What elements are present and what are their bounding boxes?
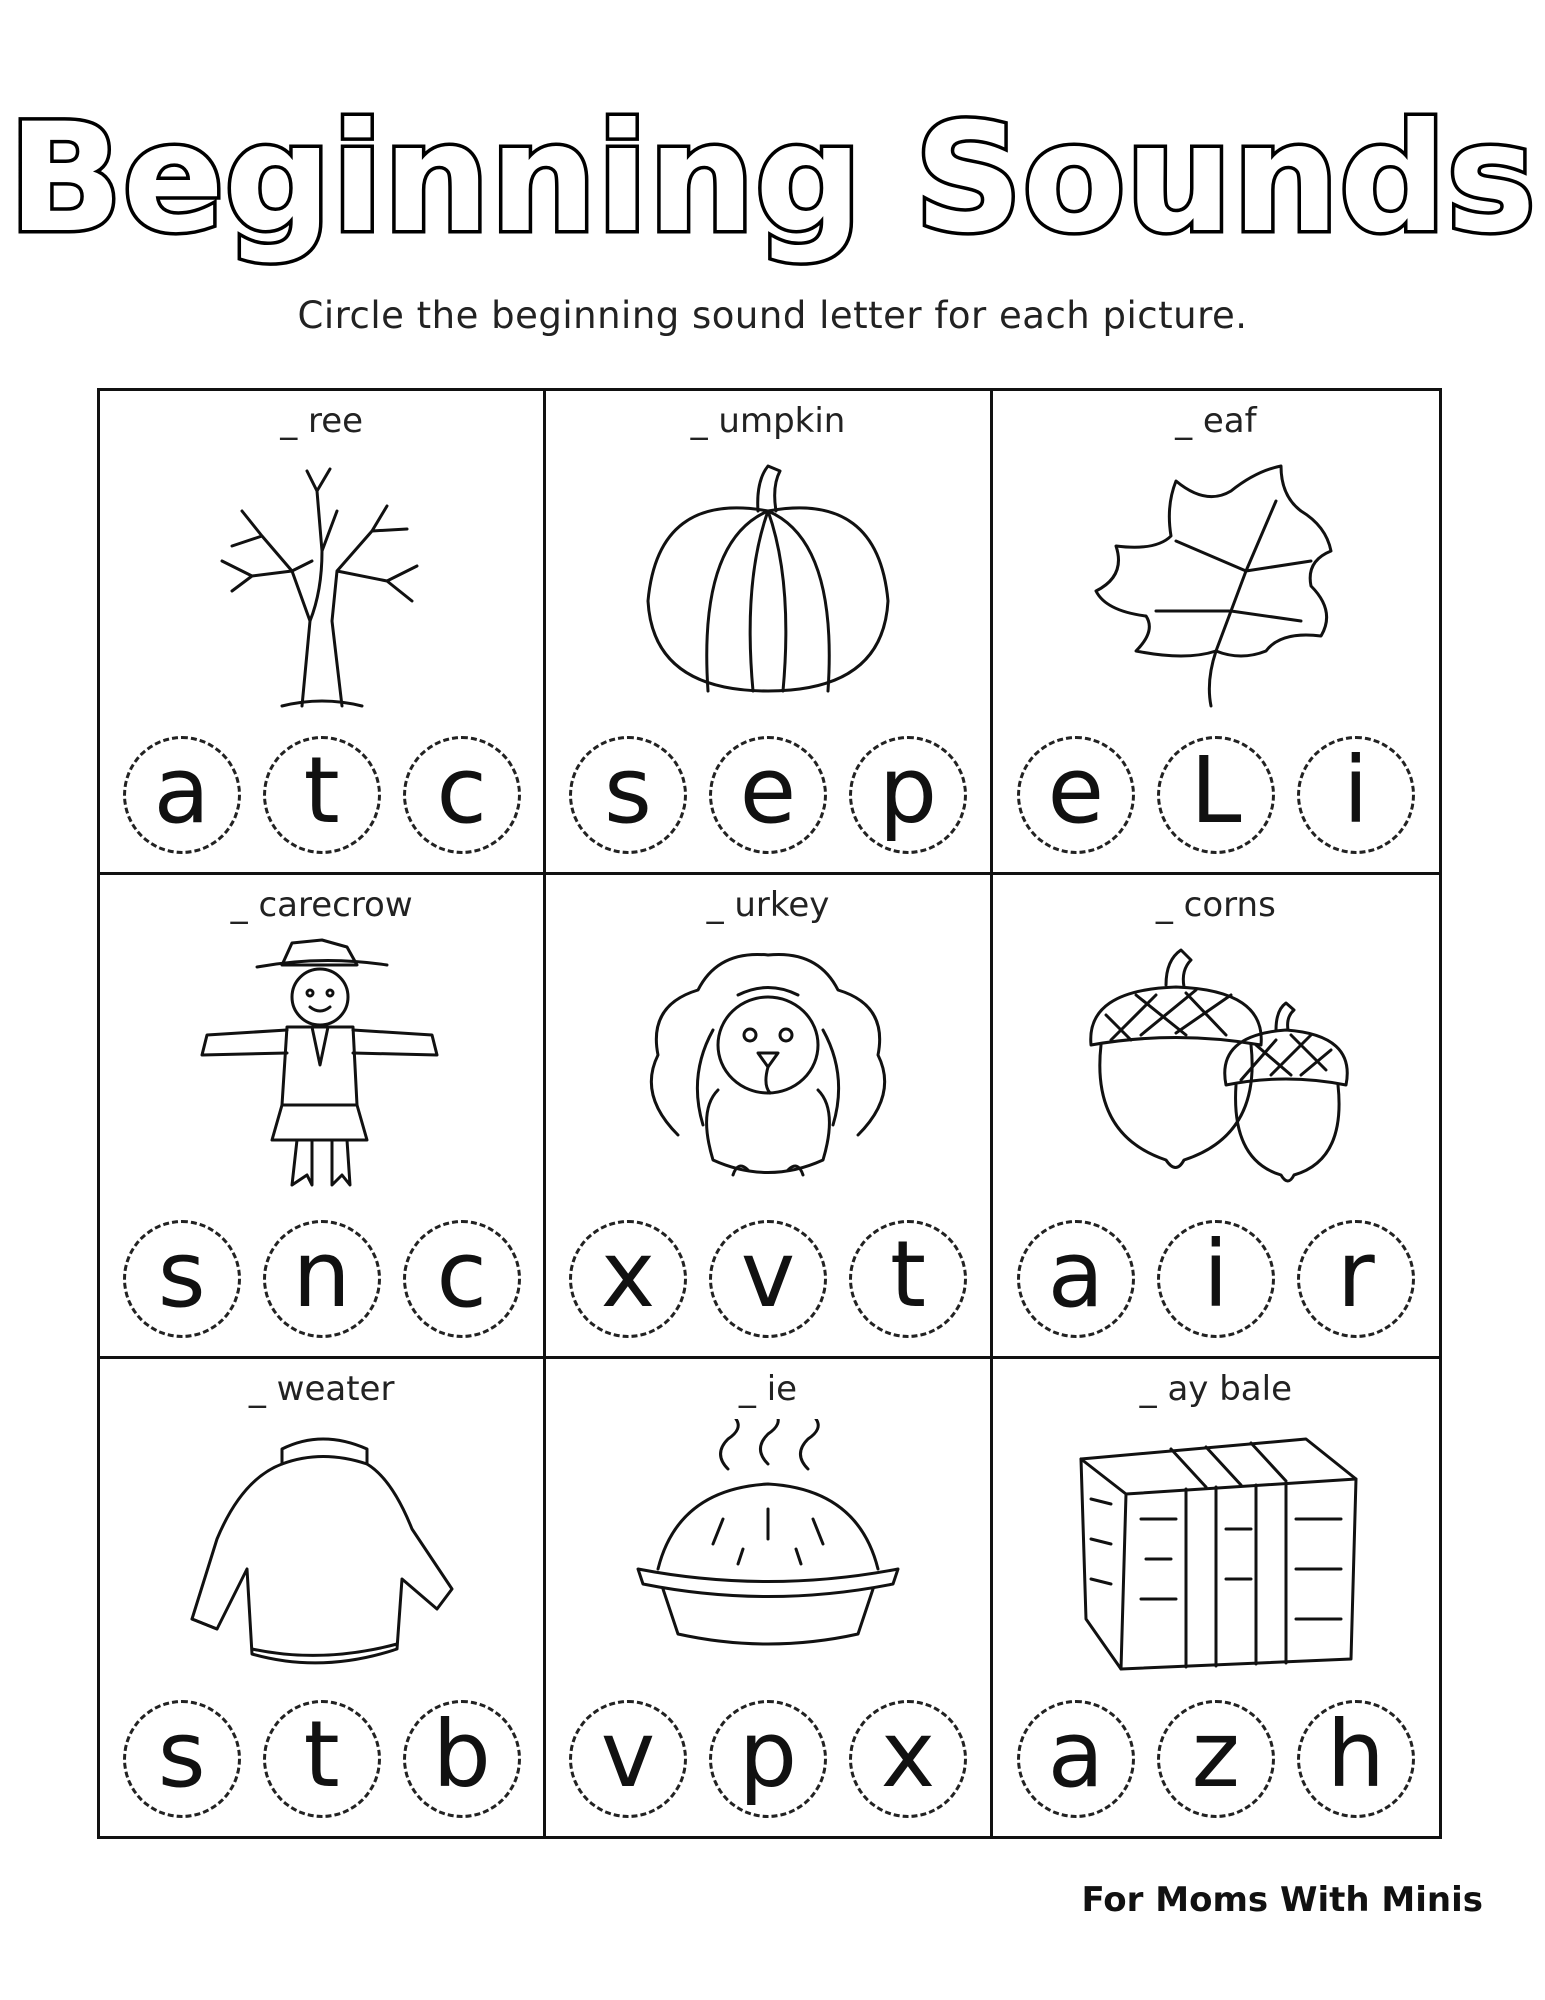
letter-choice[interactable]: L [1157,736,1275,854]
letter-choice[interactable]: p [849,736,967,854]
instructions: Circle the beginning sound letter for each picture. [297,294,1248,337]
acorns-icon [1066,935,1366,1195]
letter-choice[interactable]: t [263,1700,381,1818]
word-prompt: _ weater [248,1369,395,1409]
card-pumpkin [546,391,992,875]
letter-choice[interactable]: v [569,1700,687,1818]
word-prompt: _ urkey [706,885,830,925]
letter-choice[interactable]: s [123,1220,241,1338]
sweater-icon [172,1419,472,1679]
letter-choice[interactable]: r [1297,1220,1415,1338]
letter-choice[interactable]: n [263,1220,381,1338]
letter-choice[interactable]: z [1157,1700,1275,1818]
pie-icon [618,1419,918,1679]
letter-choices [993,736,1439,854]
letter-choices [993,1220,1439,1338]
card-acorns [993,875,1439,1359]
pumpkin-icon [618,451,918,711]
letter-choice[interactable]: a [1017,1700,1135,1818]
word-prompt: _ ie [738,1369,798,1409]
letter-choices [546,1700,989,1818]
letter-choice[interactable]: i [1297,736,1415,854]
letter-choices [100,1220,543,1338]
word-prompt: _ ay bale [1139,1369,1292,1409]
letter-choice[interactable]: i [1157,1220,1275,1338]
brand-footer: For Moms With Minis [1081,1880,1483,1920]
letter-choices [546,736,989,854]
letter-choice[interactable]: s [569,736,687,854]
letter-choice[interactable]: t [263,736,381,854]
worksheet-grid [97,388,1442,1839]
card-leaf [993,391,1439,875]
card-pie [546,1359,992,1836]
letter-choice[interactable]: a [123,736,241,854]
page-title-text: Beginning Sounds [8,92,1536,266]
card-turkey [546,875,992,1359]
word-prompt: _ corns [1155,885,1276,925]
hay-bale-icon [1066,1419,1366,1679]
letter-choice[interactable]: b [403,1700,521,1818]
card-sweater [100,1359,546,1836]
letter-choice[interactable]: e [709,736,827,854]
word-prompt: _ ree [280,401,364,441]
card-scarecrow [100,875,546,1359]
letter-choice[interactable]: x [849,1700,967,1818]
tree-icon [172,451,472,711]
word-prompt: _ umpkin [690,401,846,441]
card-tree [100,391,546,875]
page-title [0,80,1545,270]
turkey-icon [618,935,918,1195]
letter-choices [993,1700,1439,1818]
leaf-icon [1066,451,1366,711]
letter-choice[interactable]: h [1297,1700,1415,1818]
letter-choices [546,1220,989,1338]
word-prompt: _ eaf [1175,401,1257,441]
letter-choice[interactable]: c [403,1220,521,1338]
word-prompt: _ carecrow [230,885,413,925]
scarecrow-icon [172,935,472,1195]
letter-choices [100,736,543,854]
letter-choice[interactable]: e [1017,736,1135,854]
letter-choices [100,1700,543,1818]
letter-choice[interactable]: p [709,1700,827,1818]
letter-choice[interactable]: s [123,1700,241,1818]
letter-choice[interactable]: t [849,1220,967,1338]
letter-choice[interactable]: v [709,1220,827,1338]
card-hay-bale [993,1359,1439,1836]
letter-choice[interactable]: c [403,736,521,854]
letter-choice[interactable]: a [1017,1220,1135,1338]
letter-choice[interactable]: x [569,1220,687,1338]
